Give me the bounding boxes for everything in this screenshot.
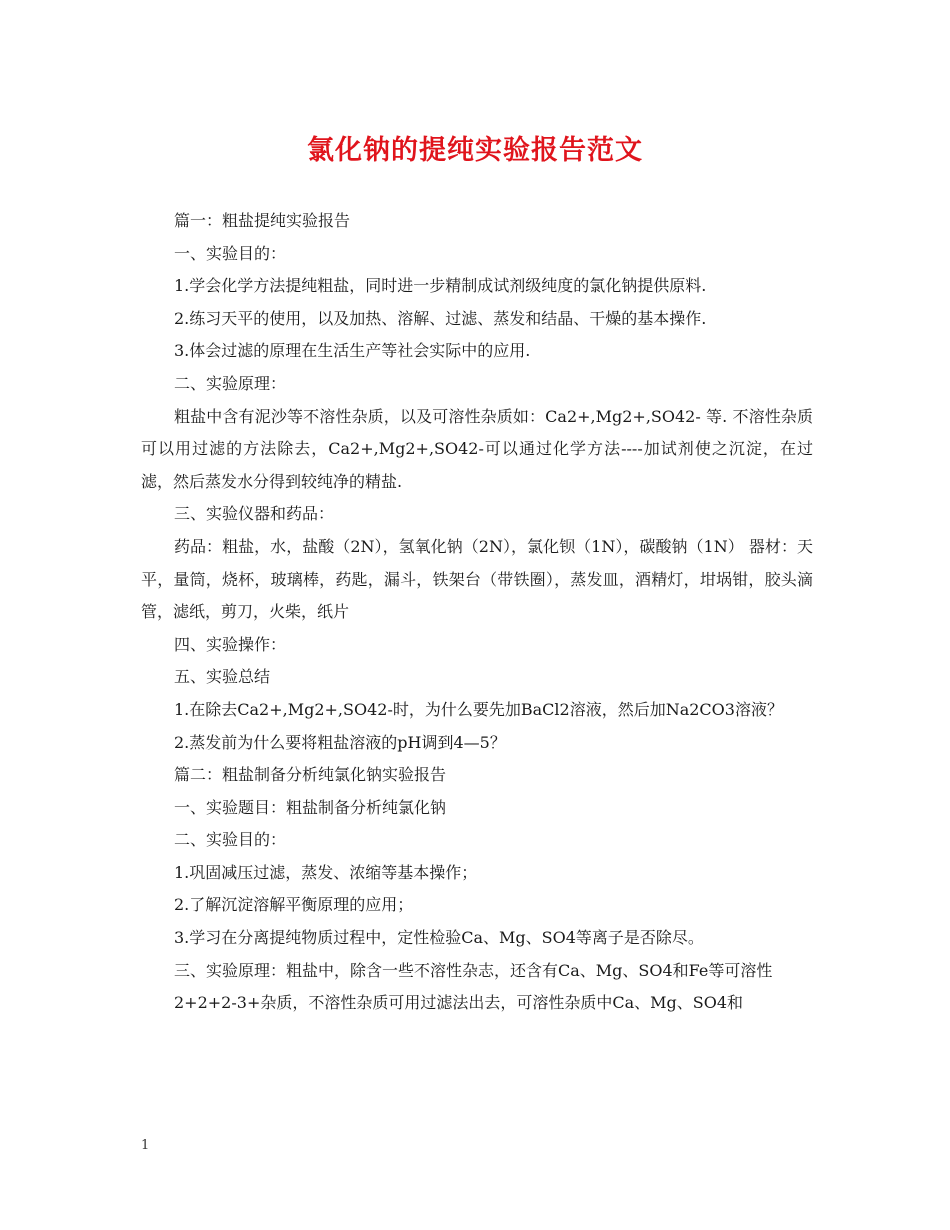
list-item: 2.蒸发前为什么要将粗盐溶液的pH调到4—5？ bbox=[174, 732, 506, 752]
body-paragraph: 药品：粗盐，水，盐酸（2N），氢氧化钠（2N），氯化钡（1N），碳酸钠（1N） 器材：天平，量筒，烧杯，玻璃棒，药匙，漏斗，铁架台（带铁圈），蒸发皿，酒精灯，坩埚钳，胶头滴管，滤纸，剪刀，火柴，纸片 bbox=[141, 536, 813, 622]
body-paragraph: 粗盐中含有泥沙等不溶性杂质，以及可溶性杂质如：Ca2+,Mg2+,SO42- 等. 不溶性杂质可以用过滤的方法除去，Ca2+,Mg2+,SO42-可以通过化学方法----加试剂使之沉淀，在过滤，然后蒸发水分得到较纯净的精盐. bbox=[141, 406, 813, 491]
subsection-heading: 二、实验目的： bbox=[174, 830, 287, 850]
subsection-heading: 二、实验原理： bbox=[174, 373, 287, 393]
list-item: 1.学会化学方法提纯粗盐，同时进一步精制成试剂级纯度的氯化钠提供原料. bbox=[174, 276, 707, 296]
subsection-heading: 三、实验仪器和药品： bbox=[174, 504, 335, 524]
body-paragraph: 2+2+2-3+杂质，不溶性杂质可用过滤法出去，可溶性杂质中Ca、Mg、SO4和 bbox=[174, 993, 744, 1013]
list-item: 2.练习天平的使用，以及加热、溶解、过滤、蒸发和结晶、干燥的基本操作. bbox=[174, 308, 707, 328]
body-paragraph: 三、实验原理：粗盐中，除含一些不溶性杂志，还含有Ca、Mg、SO4和Fe等可溶性 bbox=[174, 960, 773, 980]
list-item: 3.学习在分离提纯物质过程中，定性检验Ca、Mg、SO4等离子是否除尽。 bbox=[174, 928, 704, 948]
subsection-heading: 一、实验目的： bbox=[174, 243, 287, 263]
list-item: 1.在除去Ca2+,Mg2+,SO42-时，为什么要先加BaCl2溶液，然后加Na2CO3溶液？ bbox=[174, 699, 783, 719]
list-item: 2.了解沉淀溶解平衡原理的应用； bbox=[174, 895, 414, 915]
list-item: 1.巩固减压过滤，蒸发、浓缩等基本操作； bbox=[174, 862, 478, 882]
section-heading: 篇一：粗盐提纯实验报告 bbox=[174, 211, 351, 230]
page-number: 1 bbox=[141, 1138, 150, 1153]
document-title: 氯化钠的提纯实验报告范文 bbox=[307, 135, 643, 166]
subsection-heading: 四、实验操作： bbox=[174, 634, 287, 654]
subsection-heading: 五、实验总结 bbox=[174, 667, 271, 687]
list-item: 3.体会过滤的原理在生活生产等社会实际中的应用. bbox=[174, 341, 531, 361]
subsection-heading: 一、实验题目：粗盐制备分析纯氯化钠 bbox=[174, 797, 447, 817]
section-heading: 篇二：粗盐制备分析纯氯化钠实验报告 bbox=[174, 765, 447, 785]
document-body bbox=[141, 205, 813, 1020]
